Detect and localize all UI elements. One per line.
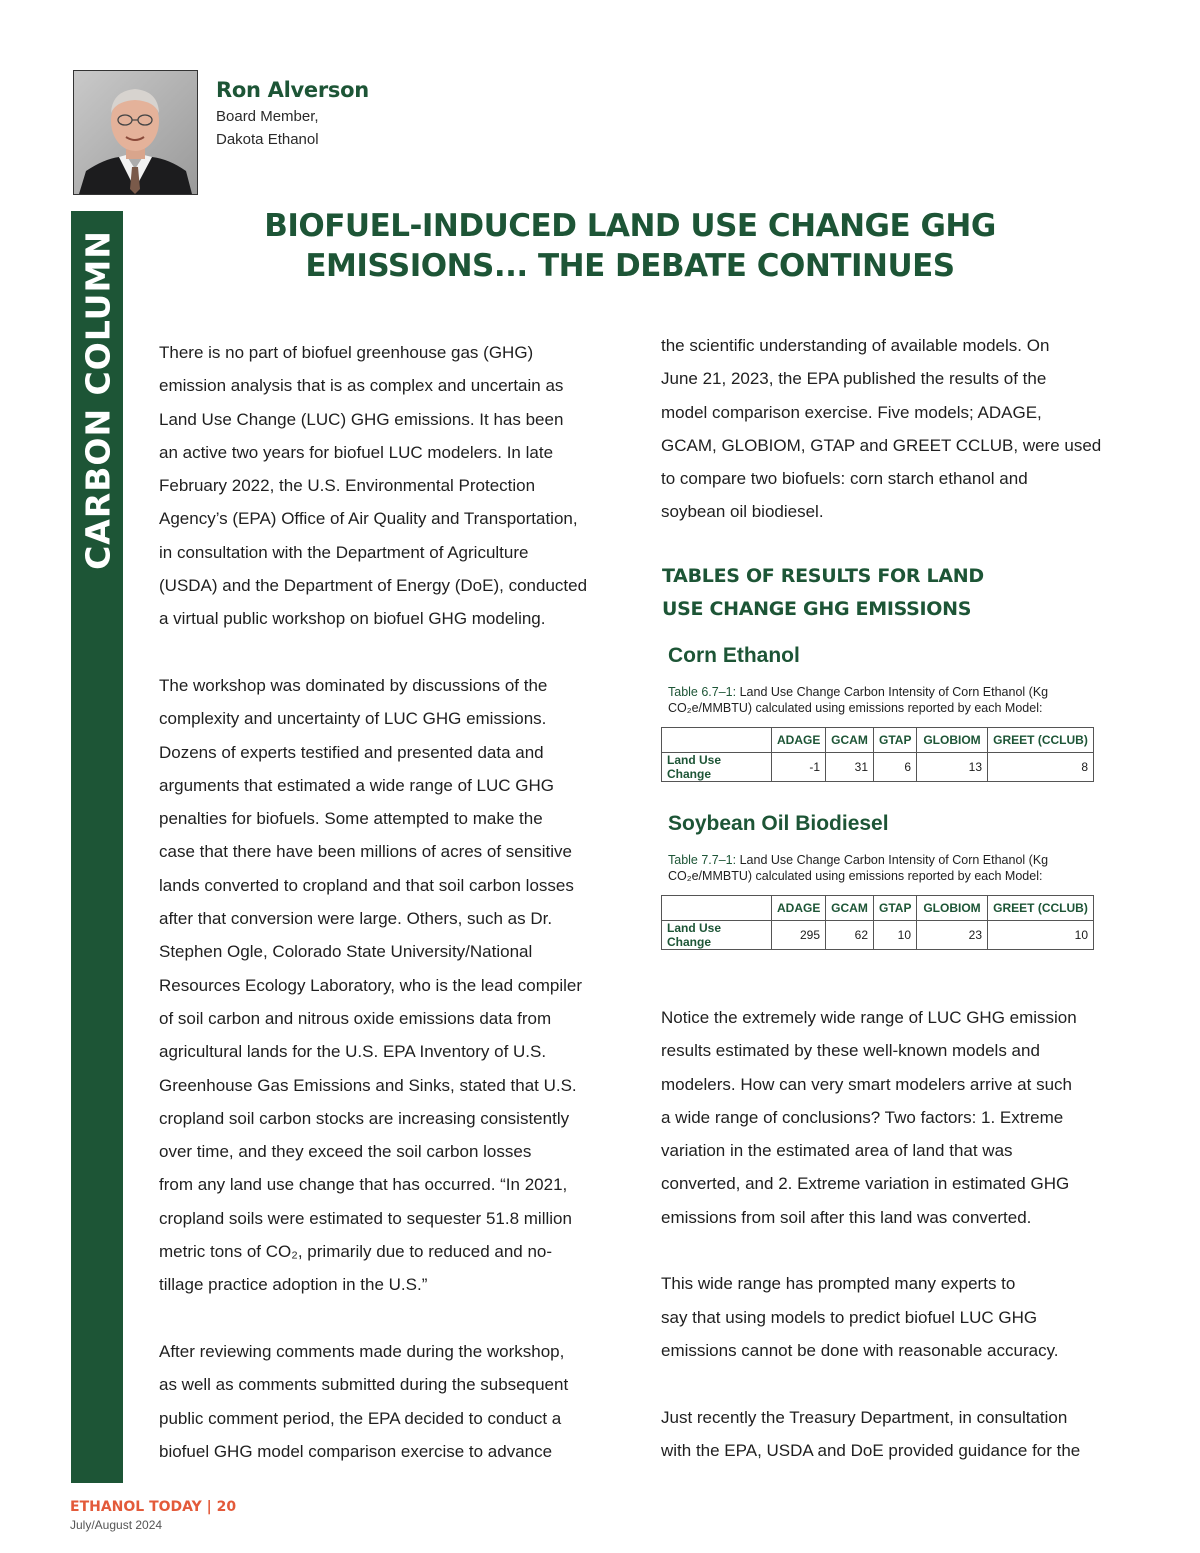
table-header-cell [662, 728, 772, 753]
paragraph-line: public comment period, the EPA decided to conduct a [159, 1408, 562, 1428]
table-row-label: Land Use Change [662, 753, 772, 782]
paragraph-line: Agency’s (EPA) Office of Air Quality and Transportation, [159, 509, 578, 529]
author-company: Dakota Ethanol [216, 131, 319, 148]
left-column [159, 336, 587, 1468]
right-column-bottom [661, 1001, 1080, 1467]
paragraph-line: tillage practice adoption in the U.S.” [159, 1275, 428, 1295]
table-header-cell: GTAP [874, 728, 917, 753]
paragraph-line: after that conversion were large. Others, such as Dr. [159, 909, 553, 929]
paragraph-line: of soil carbon and nitrous oxide emissions data from [159, 1008, 552, 1028]
paragraph-line: Just recently the Treasury Department, in consultation [661, 1407, 1068, 1427]
table-header-cell: GREET (CCLUB) [988, 728, 1094, 753]
author-photo [73, 70, 198, 195]
paragraph-line: in consultation with the Department of Agriculture [159, 542, 529, 562]
paragraph-line: The workshop was dominated by discussions of the [159, 675, 548, 695]
paragraph-line: GCAM, GLOBIOM, GTAP and GREET CCLUB, were used [661, 435, 1102, 455]
paragraph-line: say that using models to predict biofuel LUC GHG [661, 1307, 1038, 1327]
paragraph-line: After reviewing comments made during the workshop, [159, 1341, 565, 1361]
corn-ethanol-title: Corn Ethanol [668, 644, 800, 667]
paragraph-line: a virtual public workshop on biofuel GHG modeling. [159, 609, 546, 629]
footer-publication: ETHANOL TODAY | 20 [70, 1499, 237, 1515]
table-header-cell: ADAGE [772, 896, 826, 921]
paragraph-line: emissions from soil after this land was converted. [661, 1207, 1032, 1227]
table-header-cell: GLOBIOM [917, 728, 988, 753]
paragraph-line: over time, and they exceed the soil carbon losses [159, 1142, 532, 1162]
table-header-cell: ADAGE [772, 728, 826, 753]
paragraph-line: February 2022, the U.S. Environmental Protection [159, 476, 536, 496]
paragraph-line: case that there have been millions of acres of sensitive [159, 842, 572, 862]
table-cell: 295 [772, 921, 826, 950]
paragraph-line: the scientific understanding of available models. On [661, 336, 1050, 355]
corn-ethanol-caption [668, 684, 1088, 716]
headline-line-2: EMISSIONS... THE DEBATE CONTINUES [305, 248, 955, 284]
table-row [662, 753, 1094, 782]
paragraph-line: a wide range of conclusions? Two factors: 1. Extreme [661, 1107, 1064, 1127]
paragraph-line: There is no part of biofuel greenhouse gas (GHG) [159, 343, 534, 362]
table-cell: 10 [874, 921, 917, 950]
paragraph-line: emission analysis that is as complex and uncertain as [159, 376, 564, 396]
paragraph-line: emissions cannot be done with reasonable accuracy. [661, 1340, 1059, 1360]
table-cell: 6 [874, 753, 917, 782]
paragraph-line: agricultural lands for the U.S. EPA Inventory of U.S. [159, 1042, 547, 1062]
table-header-cell: GREET (CCLUB) [988, 896, 1094, 921]
table-cell: 8 [988, 753, 1094, 782]
table-cell: 23 [917, 921, 988, 950]
paragraph-line: model comparison exercise. Five models; ADAGE, [661, 402, 1042, 422]
table-header-row [662, 896, 1094, 921]
paragraph-line: as well as comments submitted during the subsequent [159, 1375, 569, 1395]
paragraph-line: modelers. How can very smart modelers arrive at such [661, 1074, 1072, 1094]
paragraph-line: Stephen Ogle, Colorado State University/National [159, 942, 533, 962]
paragraph-line: to compare two biofuels: corn starch ethanol and [661, 469, 1028, 489]
table-header-cell: GCAM [826, 728, 874, 753]
paragraph-line: Dozens of experts testified and presented data and [159, 742, 544, 762]
table-header-row [662, 728, 1094, 753]
author-portrait-image [74, 71, 197, 194]
paragraph-line: metric tons of CO₂, primarily due to reduced and no- [159, 1242, 553, 1262]
paragraph-line: Resources Ecology Laboratory, who is the lead compiler [159, 975, 583, 995]
paragraph-line: Land Use Change (LUC) GHG emissions. It has been [159, 409, 564, 429]
table-cell: 10 [988, 921, 1094, 950]
paragraph-line: Greenhouse Gas Emissions and Sinks, stated that U.S. [159, 1075, 577, 1095]
paragraph-line: converted, and 2. Extreme variation in estimated GHG [661, 1174, 1070, 1194]
footer-date: July/August 2024 [70, 1518, 163, 1532]
tables-heading-line-2: USE CHANGE GHG EMISSIONS [662, 598, 972, 620]
sidebar-label: CARBON COLUMN [78, 230, 118, 570]
table-cell: 31 [826, 753, 874, 782]
paragraph-line: Notice the extremely wide range of LUC GHG emission [661, 1008, 1077, 1027]
table-cell: 62 [826, 921, 874, 950]
paragraph-line: with the EPA, USDA and DoE provided guidance for the [661, 1440, 1081, 1460]
table-header-cell: GTAP [874, 896, 917, 921]
paragraph-line: from any land use change that has occurred. “In 2021, [159, 1175, 568, 1195]
caption-text: Land Use Change Carbon Intensity of Corn Ethanol (Kg CO₂e/MMBTU) calculated using emissions reported by each Model: [668, 853, 1049, 883]
caption-text: Land Use Change Carbon Intensity of Corn Ethanol (Kg CO₂e/MMBTU) calculated using emissions reported by each Model: [668, 685, 1049, 715]
paragraph-line: penalties for biofuels. Some attempted to make the [159, 809, 543, 829]
headline-line-1: BIOFUEL-INDUCED LAND USE CHANGE GHG [264, 208, 996, 244]
table-cell: 13 [917, 753, 988, 782]
table-header-cell: GLOBIOM [917, 896, 988, 921]
paragraph-line: soybean oil biodiesel. [661, 502, 824, 522]
table-row-label: Land Use Change [662, 921, 772, 950]
corn-ethanol-table [661, 727, 1094, 782]
caption-label: Table 7.7–1: [668, 853, 737, 867]
table-header-cell: GCAM [826, 896, 874, 921]
paragraph-line: arguments that estimated a wide range of LUC GHG [159, 775, 554, 795]
table-header-cell [662, 896, 772, 921]
paragraph-line: cropland soils were estimated to sequester 51.8 million [159, 1208, 572, 1228]
author-role: Board Member, [216, 108, 319, 125]
table-cell: -1 [772, 753, 826, 782]
paragraph-line: results estimated by these well-known models and [661, 1041, 1040, 1061]
paragraph-line: an active two years for biofuel LUC modelers. In late [159, 442, 554, 462]
right-column-top [661, 329, 1101, 529]
paragraph-line: variation in the estimated area of land that was [661, 1141, 1013, 1161]
paragraph-line: cropland soil carbon stocks are increasing consistently [159, 1108, 570, 1128]
tables-heading-line-1: TABLES OF RESULTS FOR LAND [662, 565, 984, 587]
paragraph-line: (USDA) and the Department of Energy (DoE), conducted [159, 576, 588, 596]
soybean-biodiesel-title: Soybean Oil Biodiesel [668, 812, 889, 835]
paragraph-line: biofuel GHG model comparison exercise to advance [159, 1441, 553, 1461]
paragraph-line: June 21, 2023, the EPA published the results of the [661, 369, 1047, 389]
table-row [662, 921, 1094, 950]
soybean-biodiesel-table [661, 895, 1094, 950]
paragraph-line: complexity and uncertainty of LUC GHG emissions. [159, 709, 547, 729]
paragraph-line: This wide range has prompted many experts to [661, 1274, 1016, 1294]
paragraph-line: lands converted to cropland and that soil carbon losses [159, 875, 574, 895]
soybean-biodiesel-caption [668, 852, 1088, 884]
author-name: Ron Alverson [216, 78, 369, 102]
caption-label: Table 6.7–1: [668, 685, 737, 699]
